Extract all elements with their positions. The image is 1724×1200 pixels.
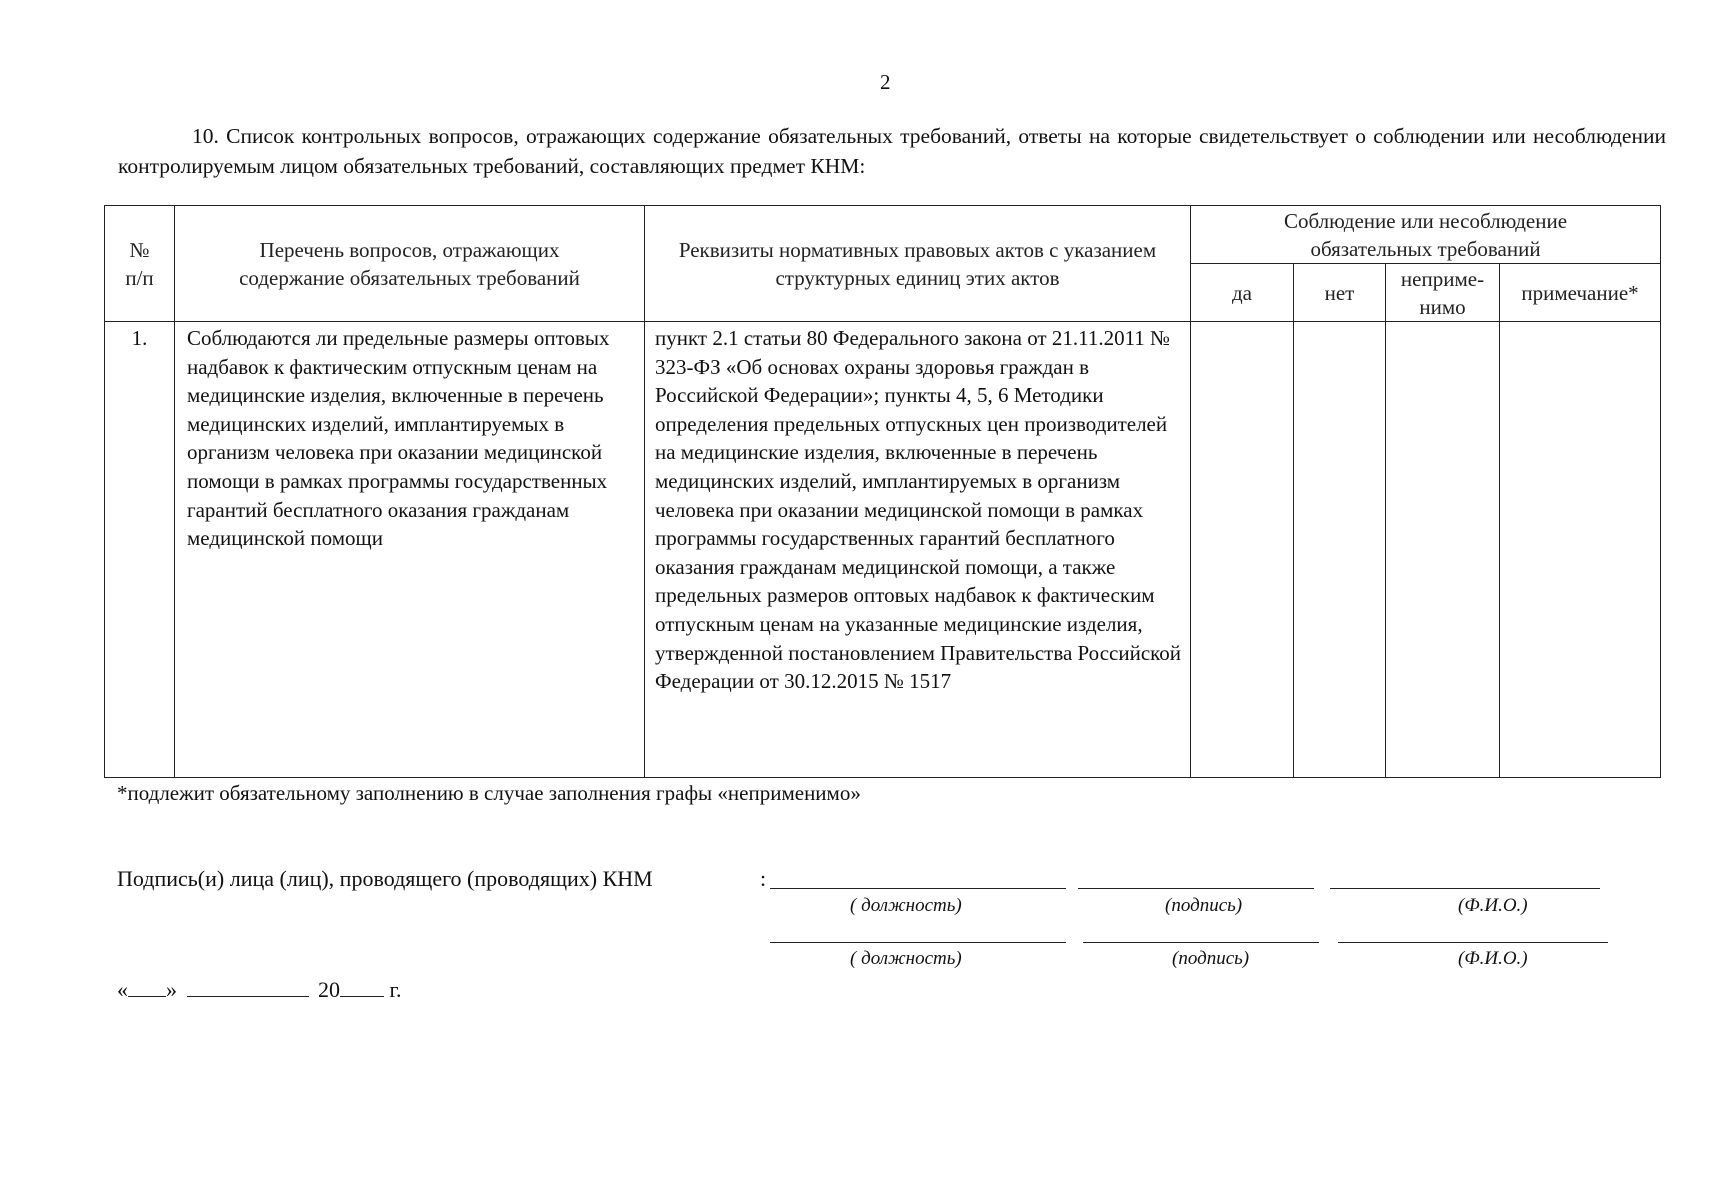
- position-line-1[interactable]: [770, 888, 1066, 889]
- signature-caption-2: (подпись): [1172, 948, 1250, 969]
- table-row: [105, 322, 1661, 778]
- date-line: [117, 976, 402, 1003]
- name-caption-1: (Ф.И.О.): [1458, 895, 1528, 916]
- intro-paragraph: 10. Список контрольных вопросов, отражающих содержание обязательных требований, ответы на которые свидетельствует о соблюдении или несоблюдении контролируемым лицом обязательных требований, составляющих предмет КНМ:: [118, 124, 1666, 178]
- signature-caption-1: (подпись): [1165, 895, 1243, 916]
- header-not-applicable: неприме-нимо: [1386, 264, 1500, 322]
- signature-line-1[interactable]: [1078, 888, 1314, 889]
- position-caption-1: ( должность): [850, 895, 962, 916]
- position-caption-2: ( должность): [850, 948, 962, 969]
- year-blank[interactable]: [340, 976, 384, 997]
- checklist-table: [104, 205, 1661, 778]
- date-close-quote: »: [166, 977, 177, 1002]
- position-line-2[interactable]: [770, 942, 1066, 943]
- header-legal: Реквизиты нормативных правовых актов с указанием структурных единиц этих актов: [645, 206, 1191, 322]
- year-prefix: 20: [318, 977, 340, 1002]
- month-blank[interactable]: [187, 976, 309, 997]
- name-line-2[interactable]: [1338, 942, 1608, 943]
- header-num: № п/п: [105, 206, 175, 322]
- header-yes: да: [1191, 264, 1294, 322]
- row-note-cell[interactable]: [1500, 322, 1661, 778]
- header-row: [105, 206, 1661, 264]
- header-compliance: Соблюдение или несоблюдение обязательных требований: [1191, 206, 1661, 264]
- header-questions: Перечень вопросов, отражающих содержание обязательных требований: [175, 206, 645, 322]
- date-open-quote: «: [117, 977, 128, 1002]
- row-yes-cell[interactable]: [1191, 322, 1294, 778]
- row-not-applicable-cell[interactable]: [1386, 322, 1500, 778]
- day-blank[interactable]: [128, 976, 166, 997]
- name-caption-2: (Ф.И.О.): [1458, 948, 1528, 969]
- page-number: 2: [880, 70, 891, 94]
- footnote: *подлежит обязательному заполнению в случае заполнения графы «неприменимо»: [117, 781, 861, 805]
- row-legal-reference: пункт 2.1 статьи 80 Федерального закона от 21.11.2011 № 323-ФЗ «Об основах охраны здоровья граждан в Российской Федерации»; пункты 4, 5, 6 Методики определения предельных отпускных цен производителей на медицинские изделия, включенные в перечень медицинских изделий, имплантируемых в организм человека при оказании медицинской помощи в рамках программы государственных гарантий бесплатного оказания гражданам медицинской помощи, а также предельных размеров оптовых надбавок к фактическим отпускным ценам на указанные медицинские изделия, утвержденной постановлением Правительства Российской Федерации от 30.12.2015 № 1517: [645, 322, 1191, 778]
- name-line-1[interactable]: [1330, 888, 1600, 889]
- signature-line-2[interactable]: [1083, 942, 1319, 943]
- header-no: нет: [1294, 264, 1386, 322]
- signature-label: Подпись(и) лица (лиц), проводящего (проводящих) КНМ: [117, 866, 653, 891]
- row-no-cell[interactable]: [1294, 322, 1386, 778]
- row-question: Соблюдаются ли предельные размеры оптовых надбавок к фактическим отпускным ценам на медицинские изделия, включенные в перечень медицинских изделий, имплантируемых в организм человека при оказании медицинской помощи в рамках программы государственных гарантий бесплатного оказания гражданам медицинской помощи: [175, 322, 645, 778]
- signature-colon: :: [760, 866, 767, 891]
- year-suffix: г.: [389, 977, 402, 1002]
- header-note: примечание*: [1500, 264, 1661, 322]
- row-num: 1.: [105, 322, 175, 778]
